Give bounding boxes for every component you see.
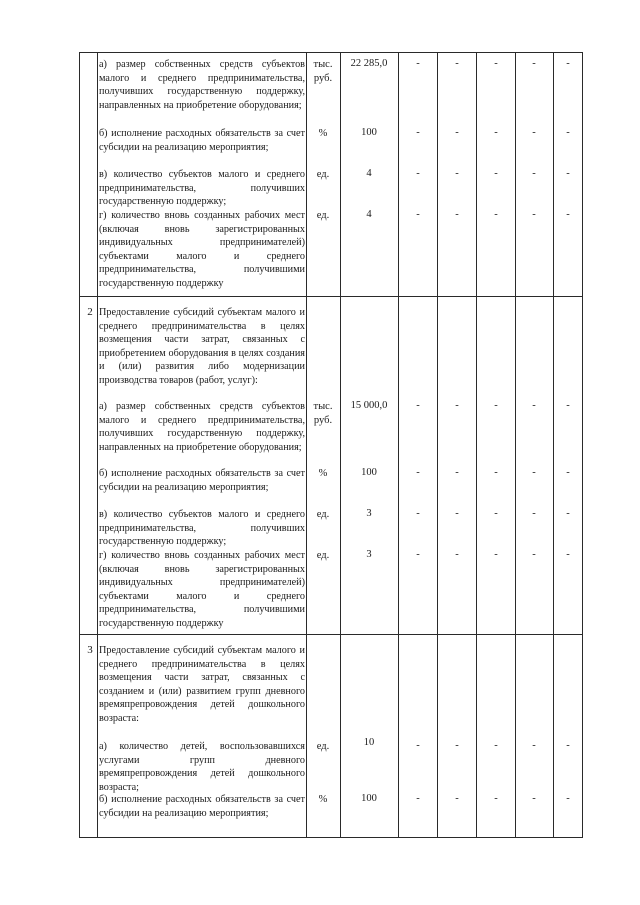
indicators-table xyxy=(79,52,583,838)
row1-item-d-col2: - xyxy=(455,209,459,220)
row2-item-c-col3: - xyxy=(494,508,498,519)
row1-item-c-text: в) количество субъектов малого и среднего предпринимательства, получивших государственную поддержку; xyxy=(99,169,305,208)
row1-item-d-col1: - xyxy=(416,209,420,220)
row1-item-c-col2: - xyxy=(455,168,459,179)
row3-item-b-col3: - xyxy=(494,793,498,804)
row1-item-d-text: г) количество вновь созданных рабочих мест (включая вновь зарегистрированных индивидуальных предпринимателей) субъектами малого и среднего предпринимательства, получившими государственную поддержку xyxy=(99,210,305,289)
row2-item-a-text: а) размер собственных средств субъектов малого и среднего предпринимательства, получивших государственную поддержку, направленных на приобретение оборудования; xyxy=(99,401,305,453)
row3-item-a-value: 10 xyxy=(363,737,375,748)
row1-item-a-col2: - xyxy=(455,58,459,69)
row2-item-c-col1: - xyxy=(416,508,420,519)
row1-item-a-value: 22 285,0 xyxy=(350,58,388,69)
row2-item-d-col3: - xyxy=(494,549,498,560)
row1-item-a-col1: - xyxy=(416,58,420,69)
row1-item-c-col5: - xyxy=(566,168,570,179)
row1-item-c-col1: - xyxy=(416,168,420,179)
row2-item-c-col5: - xyxy=(566,508,570,519)
row1-item-a-unit: тыс. руб. xyxy=(313,59,333,84)
row1-item-a-col4: - xyxy=(532,58,536,69)
row1-item-d-unit: ед. xyxy=(316,210,330,221)
row2-item-a-value: 15 000,0 xyxy=(350,400,388,411)
row2-item-d-col4: - xyxy=(532,549,536,560)
row1-item-a-text: а) размер собственных средств субъектов малого и среднего предпринимательства, получивших государственную поддержку, направленных на приобретение оборудования; xyxy=(99,59,305,111)
row3-item-b-unit: % xyxy=(318,794,328,805)
row2-item-b-col2: - xyxy=(455,467,459,478)
row2-item-b-col1: - xyxy=(416,467,420,478)
row2-item-d-col5: - xyxy=(566,549,570,560)
row2-item-b-col4: - xyxy=(532,467,536,478)
row3-item-a-col1: - xyxy=(416,740,420,751)
row1-item-d-col3: - xyxy=(494,209,498,220)
row1-item-d-col5: - xyxy=(566,209,570,220)
row2-item-a-col1: - xyxy=(416,400,420,411)
row1-item-b-unit: % xyxy=(318,128,328,139)
row2-item-c-text: в) количество субъектов малого и среднего предпринимательства, получивших государственную поддержку; xyxy=(99,509,305,548)
row3-item-b-col1: - xyxy=(416,793,420,804)
row1-item-d-col4: - xyxy=(532,209,536,220)
row2-item-c-col4: - xyxy=(532,508,536,519)
row1-item-b-col5: - xyxy=(566,127,570,138)
row2-item-b-unit: % xyxy=(318,468,328,479)
row3-item-a-col3: - xyxy=(494,740,498,751)
row2-item-b-col3: - xyxy=(494,467,498,478)
row3-item-a-col2: - xyxy=(455,740,459,751)
row2-item-a-col2: - xyxy=(455,400,459,411)
row2-item-c-col2: - xyxy=(455,508,459,519)
row2-intro: Предоставление субсидий субъектам малого и среднего предпринимательства в целях возмещения части затрат, связанных с приобретением оборудования в целях создания и (или) развития либо модернизации производства товаров (работ, услуг): xyxy=(99,307,305,386)
row2-item-a-col5: - xyxy=(566,400,570,411)
row1-item-b-col3: - xyxy=(494,127,498,138)
row1-item-b-col1: - xyxy=(416,127,420,138)
row1-item-c-unit: ед. xyxy=(316,169,330,180)
row2-item-d-unit: ед. xyxy=(316,550,330,561)
row2-item-b-value: 100 xyxy=(361,467,377,478)
row2-item-d-text: г) количество вновь созданных рабочих мест (включая вновь зарегистрированных индивидуальных предпринимателей) субъектами малого и среднего предпринимательства, получившими государственную поддержку xyxy=(99,550,305,629)
row1-item-b-value: 100 xyxy=(361,127,377,138)
row1-item-c-col4: - xyxy=(532,168,536,179)
row1-item-c-col3: - xyxy=(494,168,498,179)
row1-item-b-col2: - xyxy=(455,127,459,138)
row3-item-a-col4: - xyxy=(532,740,536,751)
row3-item-b-text: б) исполнение расходных обязательств за счет субсидии на реализацию мероприятия; xyxy=(99,794,305,819)
row3-item-b-col2: - xyxy=(455,793,459,804)
row3-item-b-col4: - xyxy=(532,793,536,804)
row2-item-c-value: 3 xyxy=(366,508,372,519)
row3-item-a-text: а) количество детей, воспользовавшихся услугами групп дневного времяпрепровождения детей дошкольного возраста; xyxy=(99,741,305,793)
row3-item-b-col5: - xyxy=(566,793,570,804)
row3-intro: Предоставление субсидий субъектам малого и среднего предпринимательства в целях возмещения части затрат, связанных с созданием и (или) развитием групп дневного времяпрепровождения детей дошкольного возраста: xyxy=(99,645,305,724)
row2-item-d-value: 3 xyxy=(366,549,372,560)
row1-item-c-value: 4 xyxy=(366,168,372,179)
row2-item-d-col1: - xyxy=(416,549,420,560)
row2-item-b-col5: - xyxy=(566,467,570,478)
row3-item-a-col5: - xyxy=(566,740,570,751)
row2-item-a-col3: - xyxy=(494,400,498,411)
row2-item-b-text: б) исполнение расходных обязательств за счет субсидии на реализацию мероприятия; xyxy=(99,468,305,493)
row1-item-a-col3: - xyxy=(494,58,498,69)
row1-item-a-col5: - xyxy=(566,58,570,69)
row2-item-c-unit: ед. xyxy=(316,509,330,520)
row2-number: 2 xyxy=(87,306,93,318)
row3-item-a-unit: ед. xyxy=(316,741,330,752)
row3-number: 3 xyxy=(87,644,93,656)
row2-item-a-unit: тыс. руб. xyxy=(313,401,333,426)
row2-item-d-col2: - xyxy=(455,549,459,560)
row1-item-b-col4: - xyxy=(532,127,536,138)
row3-item-b-value: 100 xyxy=(361,793,377,804)
row2-item-a-col4: - xyxy=(532,400,536,411)
row1-item-b-text: б) исполнение расходных обязательств за счет субсидии на реализацию мероприятия; xyxy=(99,128,305,153)
row1-item-d-value: 4 xyxy=(366,209,372,220)
